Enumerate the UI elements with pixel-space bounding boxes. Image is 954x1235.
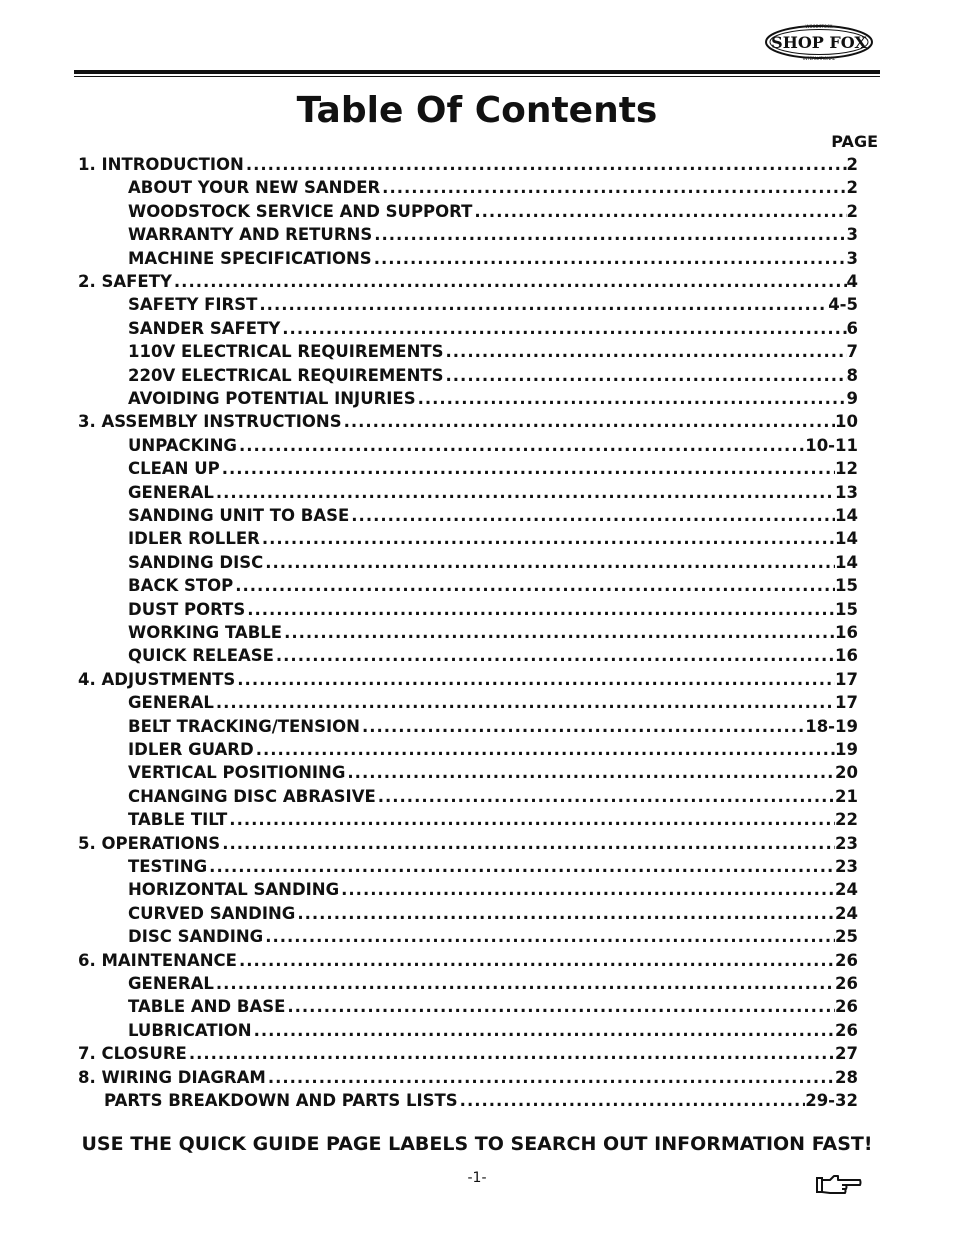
toc-leader-dots — [446, 342, 847, 361]
toc-leader-dots — [374, 225, 846, 244]
toc-entry-label: GENERAL — [128, 974, 214, 993]
toc-leader-dots — [460, 1091, 806, 1110]
toc-entry-page: 2 — [846, 155, 858, 174]
toc-entry-page: 12 — [835, 459, 858, 479]
toc-leader-dots — [268, 1068, 835, 1087]
toc-entry — [128, 1021, 858, 1043]
toc-entry-label: IDLER GUARD — [128, 740, 254, 759]
toc-entry-label: 8. WIRING DIAGRAM — [78, 1067, 266, 1087]
toc-entry — [128, 295, 858, 317]
toc-leader-dots — [344, 412, 835, 431]
toc-leader-dots — [418, 389, 847, 408]
toc-entry-page: 4 — [846, 272, 858, 291]
toc-entry-page: 26 — [835, 974, 858, 993]
toc-entry-label: BACK STOP — [128, 576, 234, 596]
toc-entry-label: TABLE AND BASE — [128, 997, 286, 1017]
toc-entry-label: PARTS BREAKDOWN AND PARTS LISTS — [104, 1091, 458, 1110]
toc-entry-label: DUST PORTS — [128, 599, 246, 619]
toc-entry-label: DISC SANDING — [128, 927, 264, 947]
toc-entry — [128, 225, 858, 247]
toc-entry — [78, 155, 858, 177]
toc-entry-page: 3 — [846, 248, 858, 268]
header-rule-thin — [74, 76, 880, 77]
toc-entry — [128, 997, 858, 1019]
toc-entry — [78, 670, 858, 692]
toc-entry-label: QUICK RELEASE — [128, 646, 274, 666]
toc-leader-dots — [222, 834, 835, 853]
toc-entry — [128, 693, 858, 715]
toc-entry — [128, 740, 858, 762]
toc-leader-dots — [259, 295, 828, 314]
toc-entry-label: IDLER ROLLER — [128, 529, 260, 549]
toc-leader-dots — [474, 202, 846, 221]
toc-entry — [128, 880, 858, 902]
toc-entry-page: 28 — [835, 1067, 858, 1087]
toc-leader-dots — [216, 693, 835, 712]
toc-entry — [128, 576, 858, 598]
toc-entry-label: WOODSTOCK SERVICE AND SUPPORT — [128, 201, 473, 221]
toc-leader-dots — [239, 951, 835, 970]
toc-leader-dots — [246, 155, 847, 174]
toc-entry — [128, 459, 858, 481]
toc-entry-page: 15 — [835, 576, 858, 596]
toc-entry-page: 15 — [835, 599, 858, 619]
shop-fox-logo — [764, 22, 874, 62]
toc-entry-page: 4-5 — [828, 295, 858, 315]
pointing-hand-icon — [816, 1172, 862, 1198]
toc-leader-dots — [262, 529, 835, 548]
toc-entry-label: CHANGING DISC ABRASIVE — [128, 786, 376, 806]
toc-leader-dots — [254, 1021, 835, 1040]
toc-entry-page: 17 — [835, 693, 858, 713]
toc-leader-dots — [265, 553, 835, 572]
toc-entry — [128, 600, 858, 622]
toc-entry-page: 25 — [835, 927, 858, 947]
toc-entry-page: 23 — [835, 857, 858, 876]
toc-entry-page: 9 — [846, 389, 858, 408]
toc-entry-label: 6. MAINTENANCE — [78, 950, 237, 970]
toc-entry-page: 22 — [835, 810, 858, 830]
toc-entry-label: AVOIDING POTENTIAL INJURIES — [128, 389, 416, 408]
toc-entry-page: 3 — [846, 225, 858, 245]
toc-leader-dots — [282, 319, 846, 338]
logo-arc-bottom: INTERNATIONAL — [802, 56, 836, 61]
toc-entry-page: 18-19 — [805, 716, 858, 736]
toc-entry — [128, 974, 858, 996]
toc-leader-dots — [237, 670, 835, 689]
toc-entry-page: 14 — [835, 506, 858, 525]
toc-entry-page: 7 — [846, 342, 858, 362]
toc-entry — [78, 412, 858, 434]
toc-leader-dots — [222, 459, 835, 478]
toc-leader-dots — [446, 366, 847, 385]
toc-entry-label: LUBRICATION — [128, 1020, 252, 1040]
toc-entry-label: TESTING — [128, 857, 208, 876]
toc-entry — [128, 178, 858, 200]
toc-entry-label: GENERAL — [128, 482, 214, 502]
toc-entry — [128, 436, 858, 458]
toc-leader-dots — [297, 904, 835, 923]
toc-entry — [128, 483, 858, 505]
toc-entry-label: 5. OPERATIONS — [78, 833, 221, 853]
toc-entry-label: 110V ELECTRICAL REQUIREMENTS — [128, 342, 444, 362]
toc-entry — [78, 272, 858, 294]
toc-entry-page: 24 — [835, 880, 858, 900]
toc-entry-page: 2 — [846, 201, 858, 221]
toc-entry-label: UNPACKING — [128, 435, 237, 455]
toc-entry-label: SANDING UNIT TO BASE — [128, 506, 350, 525]
toc-leader-dots — [347, 763, 835, 782]
logo-arc-top: WOODSTOCK — [805, 24, 833, 29]
toc-leader-dots — [284, 623, 835, 642]
toc-entry-label: 4. ADJUSTMENTS — [78, 669, 236, 689]
toc-entry — [128, 763, 858, 785]
toc-entry — [128, 249, 858, 271]
toc-entry — [128, 342, 858, 364]
toc-entry-label: CURVED SANDING — [128, 903, 296, 923]
toc-leader-dots — [382, 178, 846, 197]
toc-entry-label: CLEAN UP — [128, 459, 220, 479]
toc-entry — [78, 834, 858, 856]
toc-entry — [78, 1044, 858, 1066]
toc-entry-page: 8 — [846, 365, 858, 385]
toc-entry-label: HORIZONTAL SANDING — [128, 880, 340, 900]
toc-entry-page: 2 — [846, 178, 858, 198]
toc-entry — [128, 319, 858, 341]
logo-text: SHOP FOX — [771, 33, 867, 52]
toc-leader-dots — [374, 249, 847, 268]
toc-entry-page: 21 — [835, 786, 858, 806]
toc-entry-page: 17 — [835, 669, 858, 689]
toc-entry — [128, 904, 858, 926]
toc-entry — [128, 366, 858, 388]
toc-entry-label: SAFETY FIRST — [128, 295, 258, 315]
toc-entry-page: 10 — [835, 412, 858, 432]
toc-entry-page: 29-32 — [805, 1091, 858, 1110]
toc-leader-dots — [174, 272, 847, 291]
toc-entry-label: 3. ASSEMBLY INSTRUCTIONS — [78, 412, 342, 432]
toc-entry-label: 220V ELECTRICAL REQUIREMENTS — [128, 365, 444, 385]
toc-entry — [128, 202, 858, 224]
toc-entry-label: 7. CLOSURE — [78, 1044, 187, 1064]
toc-entry-page: 20 — [835, 763, 858, 783]
toc-entry-label: ABOUT YOUR NEW SANDER — [128, 178, 381, 198]
toc-entry-page: 13 — [835, 482, 858, 502]
toc-leader-dots — [189, 1044, 835, 1063]
toc-entry-label: 2. SAFETY — [78, 272, 172, 291]
toc-leader-dots — [276, 646, 835, 665]
toc-entry — [78, 951, 858, 973]
toc-leader-dots — [247, 600, 835, 619]
toc-leader-dots — [216, 974, 835, 993]
page-column-header: PAGE — [831, 132, 878, 151]
toc-entry-label: VERTICAL POSITIONING — [128, 763, 346, 783]
toc-entry — [128, 529, 858, 551]
toc-entry-label: BELT TRACKING/TENSION — [128, 716, 360, 736]
toc-entry-label: GENERAL — [128, 693, 214, 713]
toc-entry-page: 16 — [835, 623, 858, 642]
shop-fox-logo-graphic — [764, 22, 874, 62]
toc-entry — [128, 506, 858, 528]
toc-entry-label: TABLE TILT — [128, 810, 228, 830]
toc-entry-label: WORKING TABLE — [128, 623, 283, 642]
toc-leader-dots — [362, 717, 805, 736]
header-rule-thick — [74, 70, 880, 74]
toc-entry-page: 16 — [835, 646, 858, 666]
toc-leader-dots — [216, 483, 835, 502]
toc-leader-dots — [287, 997, 835, 1016]
toc-entry-label: MACHINE SPECIFICATIONS — [128, 248, 372, 268]
toc-entry-page: 19 — [835, 740, 858, 759]
toc-entry — [128, 717, 858, 739]
toc-entry — [104, 1091, 858, 1113]
toc-leader-dots — [209, 857, 835, 876]
toc-leader-dots — [239, 436, 805, 455]
toc-entry — [128, 927, 858, 949]
toc-entry-page: 6 — [846, 318, 858, 338]
toc-leader-dots — [235, 576, 835, 595]
quick-guide-message: USE THE QUICK GUIDE PAGE LABELS TO SEARCH OUT INFORMATION FAST! — [81, 1133, 873, 1155]
toc-entry-label: SANDING DISC — [128, 552, 264, 572]
toc-entry — [128, 389, 858, 411]
toc-leader-dots — [229, 810, 835, 829]
toc-entry — [128, 553, 858, 575]
toc-leader-dots — [265, 927, 835, 946]
toc-entry — [78, 1068, 858, 1090]
toc-entry-page: 23 — [835, 833, 858, 853]
toc-entry-page: 10-11 — [805, 435, 858, 455]
toc-entry-label: 1. INTRODUCTION — [78, 155, 244, 174]
toc-entry-page: 26 — [835, 997, 858, 1017]
toc-entry-page: 27 — [835, 1044, 858, 1064]
page-title: Table Of Contents — [296, 90, 658, 131]
page-number: -1- — [467, 1170, 487, 1186]
toc-entry-page: 14 — [835, 529, 858, 549]
toc-entry — [128, 810, 858, 832]
toc-leader-dots — [256, 740, 835, 759]
toc-entry — [128, 857, 858, 879]
toc-leader-dots — [378, 787, 835, 806]
toc-entry-label: SANDER SAFETY — [128, 318, 281, 338]
toc-entry-page: 24 — [835, 903, 858, 923]
toc-entry-label: WARRANTY AND RETURNS — [128, 225, 373, 245]
toc-entry — [128, 787, 858, 809]
toc-entry — [128, 646, 858, 668]
toc-entry — [128, 623, 858, 645]
toc-entry-page: 14 — [835, 552, 858, 572]
toc-entry-page: 26 — [835, 1020, 858, 1040]
toc-leader-dots — [351, 506, 835, 525]
toc-entry-page: 26 — [835, 950, 858, 970]
toc-leader-dots — [341, 880, 835, 899]
